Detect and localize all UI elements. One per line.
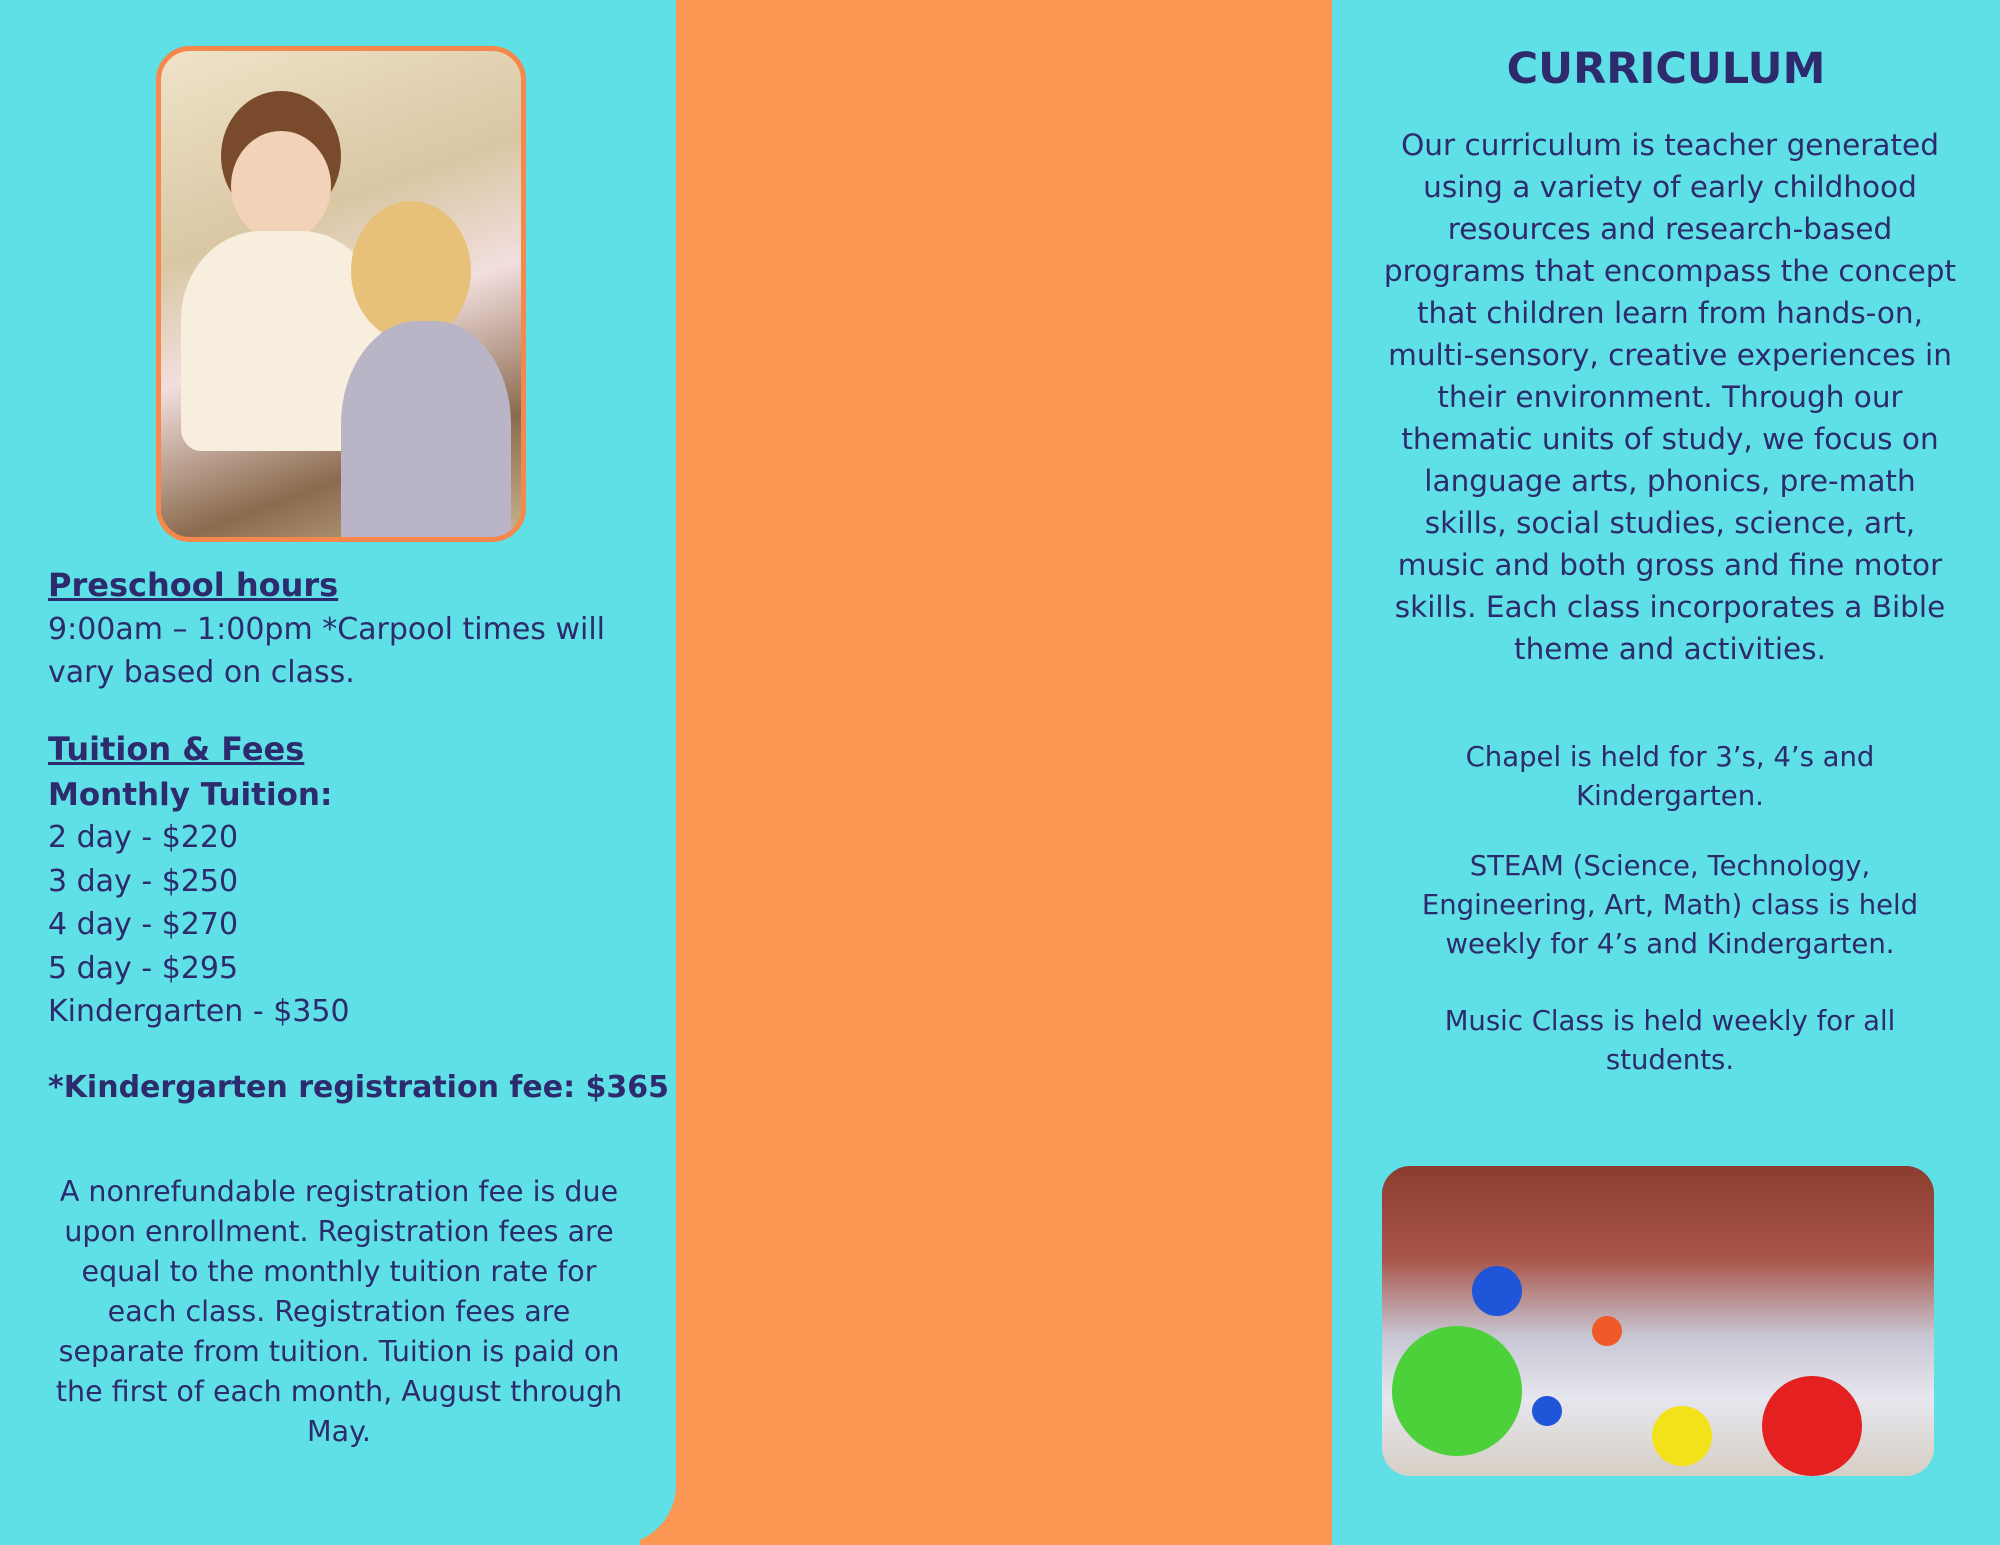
tuition-item: 4 day - $270 (48, 907, 239, 942)
tuition-item: Kindergarten - $350 (48, 994, 350, 1029)
preschool-hours-text: 9:00am – 1:00pm *Carpool times will vary based on class. (48, 612, 605, 690)
music-note: Music Class is held weekly for all students. (1444, 1005, 1896, 1076)
chapel-note: Chapel is held for 3’s, 4’s and Kindergarten. (1465, 741, 1875, 812)
curriculum-text: Our curriculum is teacher generated using a variety of early childhood resources and research-based programs that encompass the concept that children learn from hands-on, multi-sensory, creative experiences in their environment. Through our thematic units of study, we focus on language arts, phonics, pre-math skills, social studies, science, art, music and both gross and fine motor skills. Each class incorporates a Bible theme and activities. (1383, 128, 1957, 666)
children-balloon-painting-photo (1382, 1166, 1934, 1476)
monthly-tuition-label: Monthly Tuition: (48, 777, 333, 813)
curriculum-title: CURRICULUM (1506, 44, 1826, 94)
teacher-with-child-photo (156, 46, 526, 542)
registration-note: A nonrefundable registration fee is due upon enrollment. Registration fees are equal to the monthly tuition rate for each class. Registration fees are separate from tuition. Tuition is paid on the first of each month, August through May. (55, 1175, 623, 1448)
tuition-item: 2 day - $220 (48, 820, 239, 855)
tuition-fees-title: Tuition & Fees (48, 730, 305, 768)
left-panel (0, 0, 676, 1545)
preschool-hours-title: Preschool hours (48, 566, 339, 604)
kindergarten-registration-fee: *Kindergarten registration fee: $365 (48, 1070, 670, 1105)
middle-panel (640, 0, 1332, 1545)
tuition-item: 5 day - $295 (48, 950, 239, 986)
tuition-item: 3 day - $250 (48, 863, 239, 899)
tuition-list (48, 816, 350, 1034)
steam-note: STEAM (Science, Technology, Engineering, Art, Math) class is held weekly for 4’s and Kindergarten. (1421, 850, 1919, 960)
